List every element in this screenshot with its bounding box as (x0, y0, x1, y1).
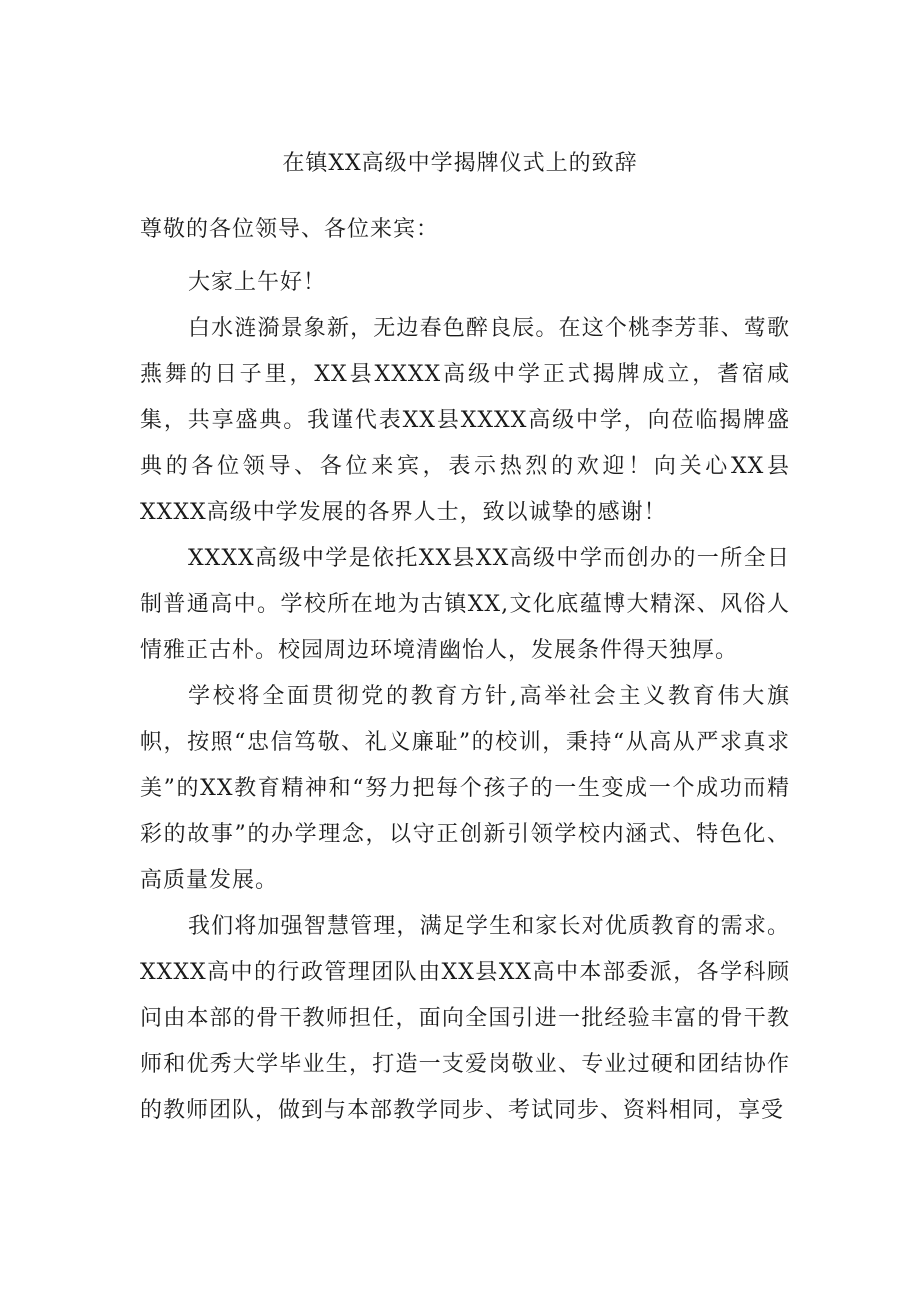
paragraph-school-intro: XXXX高级中学是依托XX县XX高级中学而创办的一所全日制普通高中。学校所在地为古镇XX,文化底蕴博大精深、风俗人情雅正古朴。校园周边环境清幽怡人，发展条件得天独厚。 (140, 546, 790, 663)
paragraph-management: 我们将加强智慧管理，满足学生和家长对优质教育的需求。XXXX高中的行政管理团队由XX县XX高中本部委派，各学科顾问由本部的骨干教师担任，面向全国引进一批经验丰富的骨干教师和优秀大学毕业生，打造一支爱岗敬业、专业过硬和团结协作的教师团队，做到与本部教学同步、考试同步、资料相同，享受 (140, 914, 790, 1123)
document-body (140, 260, 790, 1134)
paragraph-opening: 白水涟漪景象新，无边春色醉良辰。在这个桃李芳菲、莺歌燕舞的日子里，XX县XXXX高级中学正式揭牌成立，耆宿咸集，共享盛典。我谨代表XX县XXXX高级中学，向莅临揭牌盛典的各位领导、各位来宾，表示热烈的欢迎！向关心XX县XXXX高级中学发展的各界人士，致以诚挚的感谢！ (140, 316, 790, 525)
salutation: 尊敬的各位领导、各位来宾： (140, 217, 440, 242)
paragraph-greeting: 大家上午好！ (188, 270, 327, 295)
document-title: 在镇XX高级中学揭牌仪式上的致辞 (282, 151, 638, 176)
paragraph-education-policy: 学校将全面贯彻党的教育方针,高举社会主义教育伟大旗帜，按照“忠信笃敬、礼义廉耻”的校训，秉持“从高从严求真求美”的XX教育精神和“努力把每个孩子的一生变成一个成功而精彩的故事”的办学理念，以守正创新引领学校内涵式、特色化、高质量发展。 (140, 684, 790, 893)
